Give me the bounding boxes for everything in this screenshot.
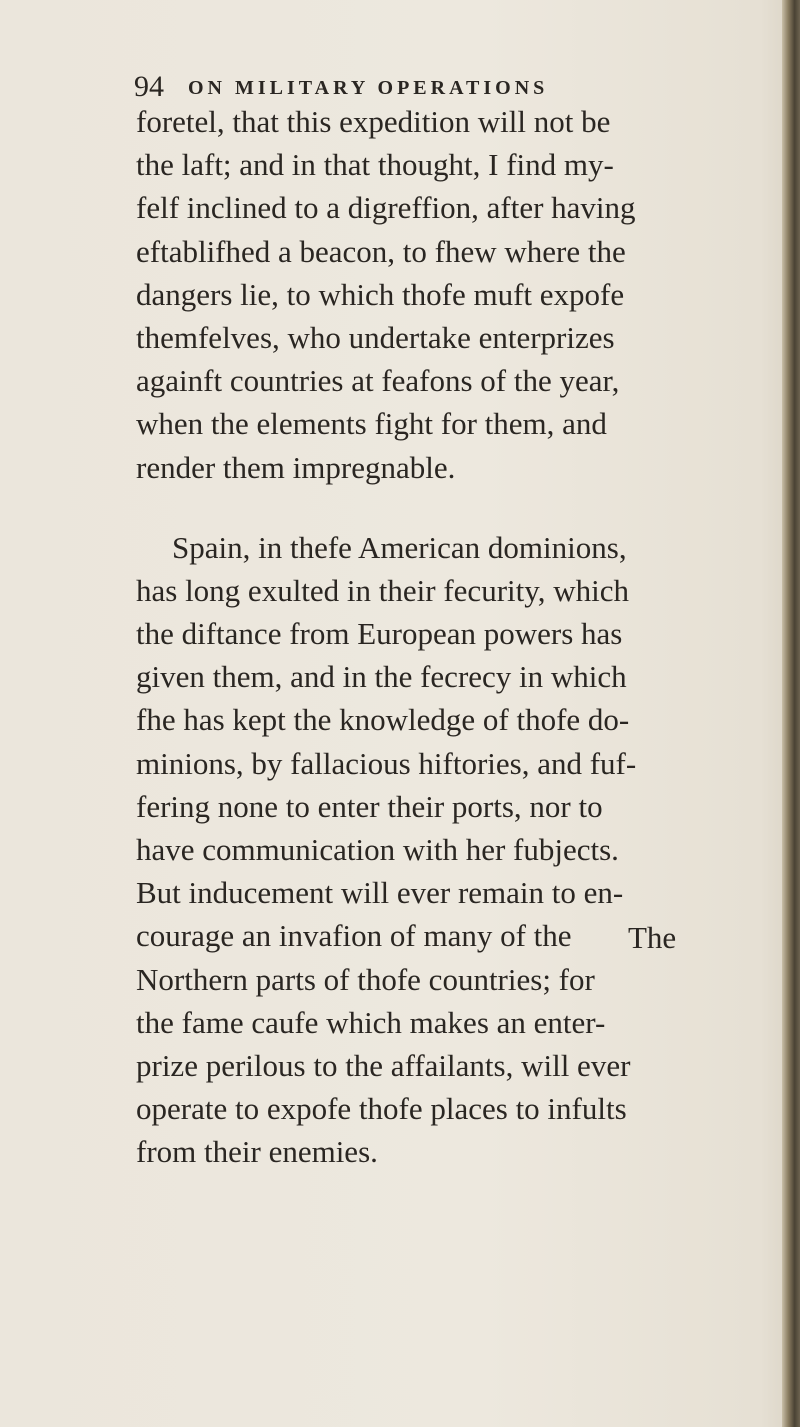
text-line: felf inclined to a digreffion, after having [136,190,636,226]
text-line: has long exulted in their fecurity, which [136,572,629,608]
text-line: foretel, that this expedition will not be [136,104,611,139]
body-text [136,100,712,1174]
text-line: Spain, in thefe American dominions, [172,529,627,565]
catchword: The [628,920,677,955]
text-line: dangers lie, to which thofe muft expofe [136,276,625,312]
text-line: themfelves, who undertake enterprizes [136,319,615,355]
text-line: minions, by fallacious hiftories, and fuf- [136,745,637,781]
text-line: the diftance from European powers has [136,616,623,652]
text-line: fering none to enter their ports, nor to [136,788,603,824]
text-line: prize perilous to the affailants, will ever [136,1047,631,1083]
text-line: given them, and in the fecrecy in which [136,659,627,695]
paragraph-2 [136,526,712,1174]
paragraph-1 [136,100,712,489]
text-line: the laft; and in that thought, I find my- [136,147,614,183]
text-line: againft countries at feafons of the year, [136,363,620,399]
text-line: operate to expofe thofe places to infults [136,1091,627,1127]
text-line: fhe has kept the knowledge of thofe do- [136,702,630,738]
page-edge-shadow [782,0,800,1427]
text-line: from their enemies. [136,1134,378,1170]
text-line: Northern parts of thofe countries; for [136,961,595,997]
text-line: have communication with her fubjects. [136,832,619,867]
text-line: when the elements fight for them, and [136,406,607,442]
text-line: render them impregnable. [136,449,456,485]
page-number: 94 [134,70,164,103]
running-head: ON MILITARY OPERATIONS [188,77,549,99]
text-line: eftablifhed a beacon, to fhew where the [136,233,626,269]
text-line: the fame caufe which makes an enter- [136,1004,606,1040]
text-line: But inducement will ever remain to en- [136,875,624,911]
text-line: courage an invafion of many of the [136,918,572,954]
